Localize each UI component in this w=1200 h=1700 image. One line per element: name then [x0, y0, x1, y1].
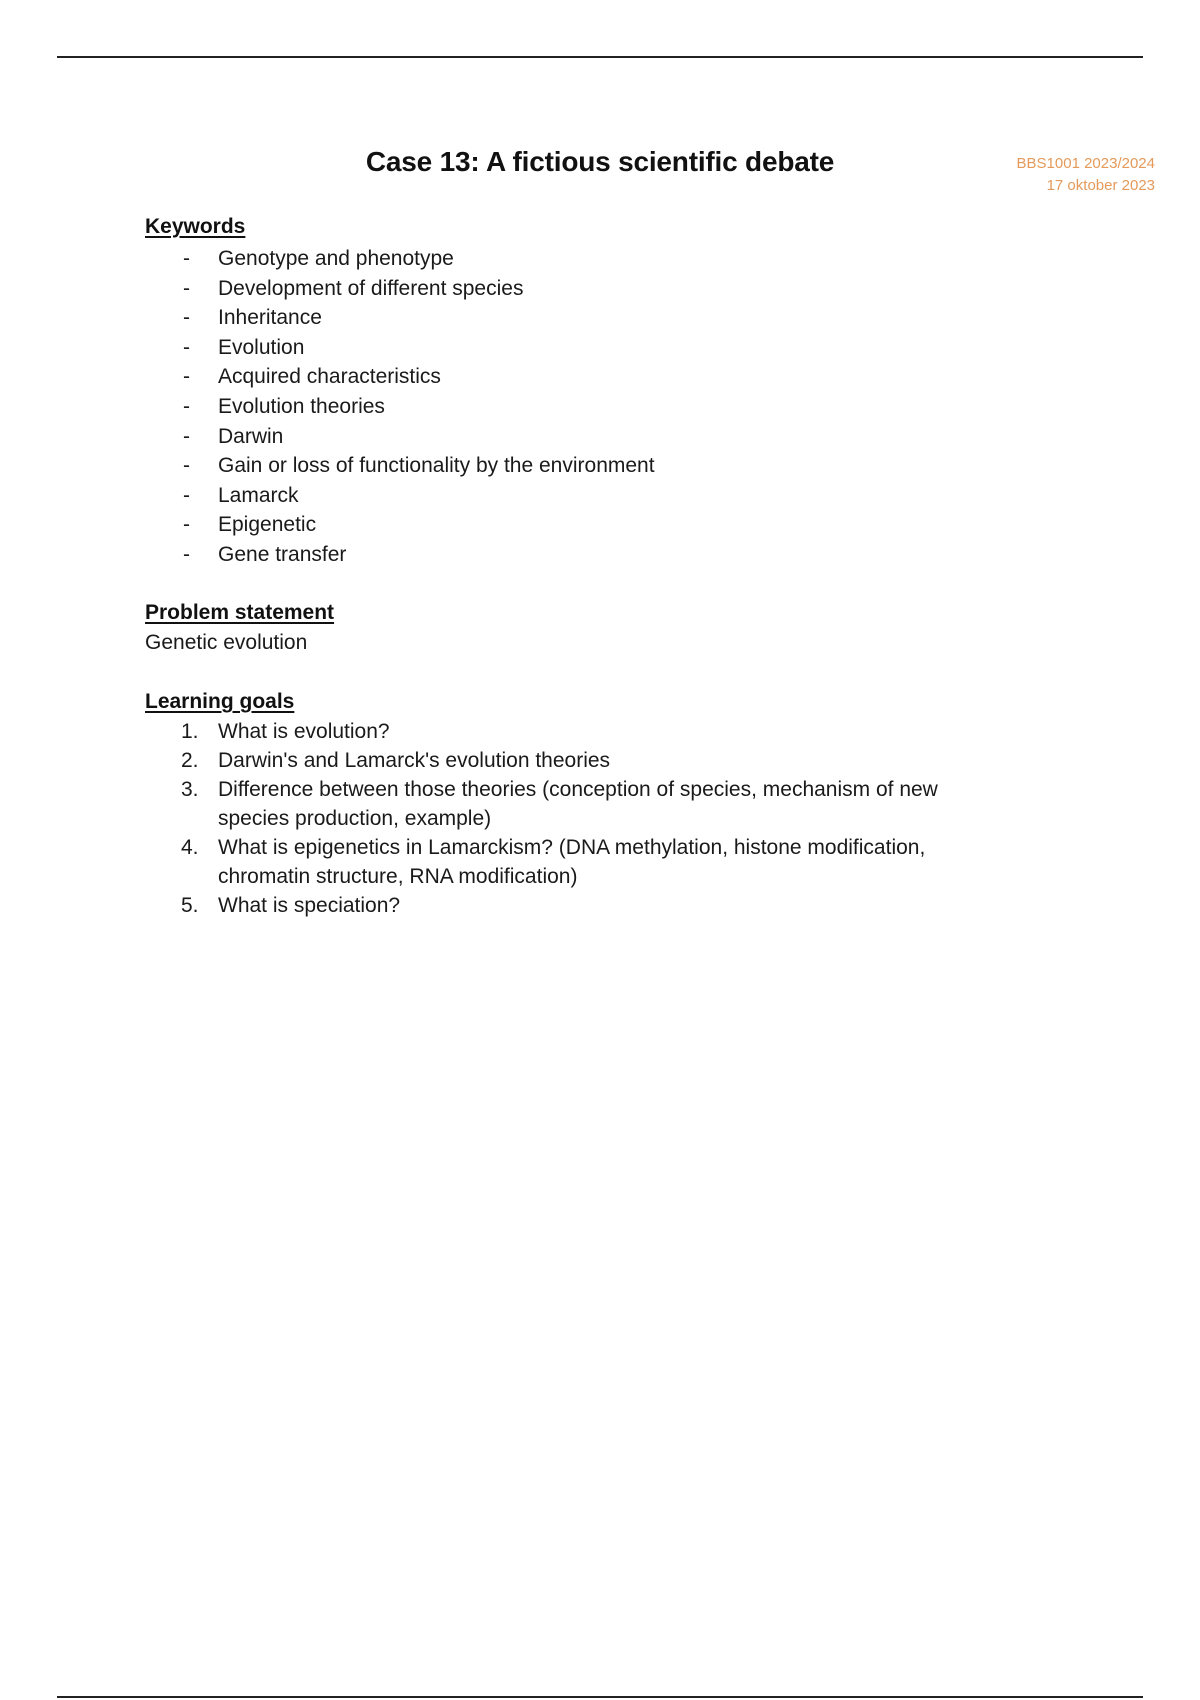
learning-goals-heading: Learning goals [145, 690, 295, 713]
list-item [0, 717, 988, 746]
bottom-rule [57, 1696, 1143, 1698]
dash-marker: - [183, 542, 190, 566]
item-number: 2. [181, 749, 199, 772]
learning-goals-list [0, 717, 988, 920]
item-text: What is speciation? [218, 894, 401, 917]
item-text: What is evolution? [218, 720, 390, 743]
top-rule [57, 56, 1143, 58]
problem-statement-text: Genetic evolution [145, 631, 308, 654]
dash-marker: - [183, 454, 190, 478]
dash-marker: - [183, 276, 190, 300]
list-item [0, 775, 988, 833]
keywords-heading: Keywords [145, 215, 246, 238]
dash-marker: - [183, 424, 190, 448]
item-number: 4. [181, 836, 199, 859]
dash-marker: - [183, 483, 190, 507]
list-item [0, 891, 988, 920]
item-text: Difference between those theories (conception of species, mechanism of new species production, example) [218, 778, 938, 830]
item-text: What is epigenetics in Lamarckism? (DNA methylation, histone modification, chromatin structure, RNA modification) [218, 836, 926, 888]
item-text: Darwin's and Lamarck's evolution theories [218, 749, 611, 772]
document-date: 17 oktober 2023 [1046, 177, 1155, 194]
dash-marker: - [183, 335, 190, 359]
course-code: BBS1001 2023/2024 [1016, 155, 1155, 172]
problem-statement-heading: Problem statement [145, 601, 335, 624]
item-number: 5. [181, 894, 199, 917]
dash-marker: - [183, 306, 190, 330]
dash-marker: - [183, 394, 190, 418]
dash-marker: - [183, 365, 190, 389]
page-title: Case 13: A fictious scientific debate [365, 146, 835, 177]
header-meta [1017, 153, 1155, 197]
dash-marker: - [183, 247, 190, 270]
list-item [0, 746, 988, 775]
item-number: 1. [181, 720, 199, 743]
item-number: 3. [181, 778, 199, 801]
dash-marker: - [183, 513, 190, 537]
list-item [0, 833, 988, 891]
